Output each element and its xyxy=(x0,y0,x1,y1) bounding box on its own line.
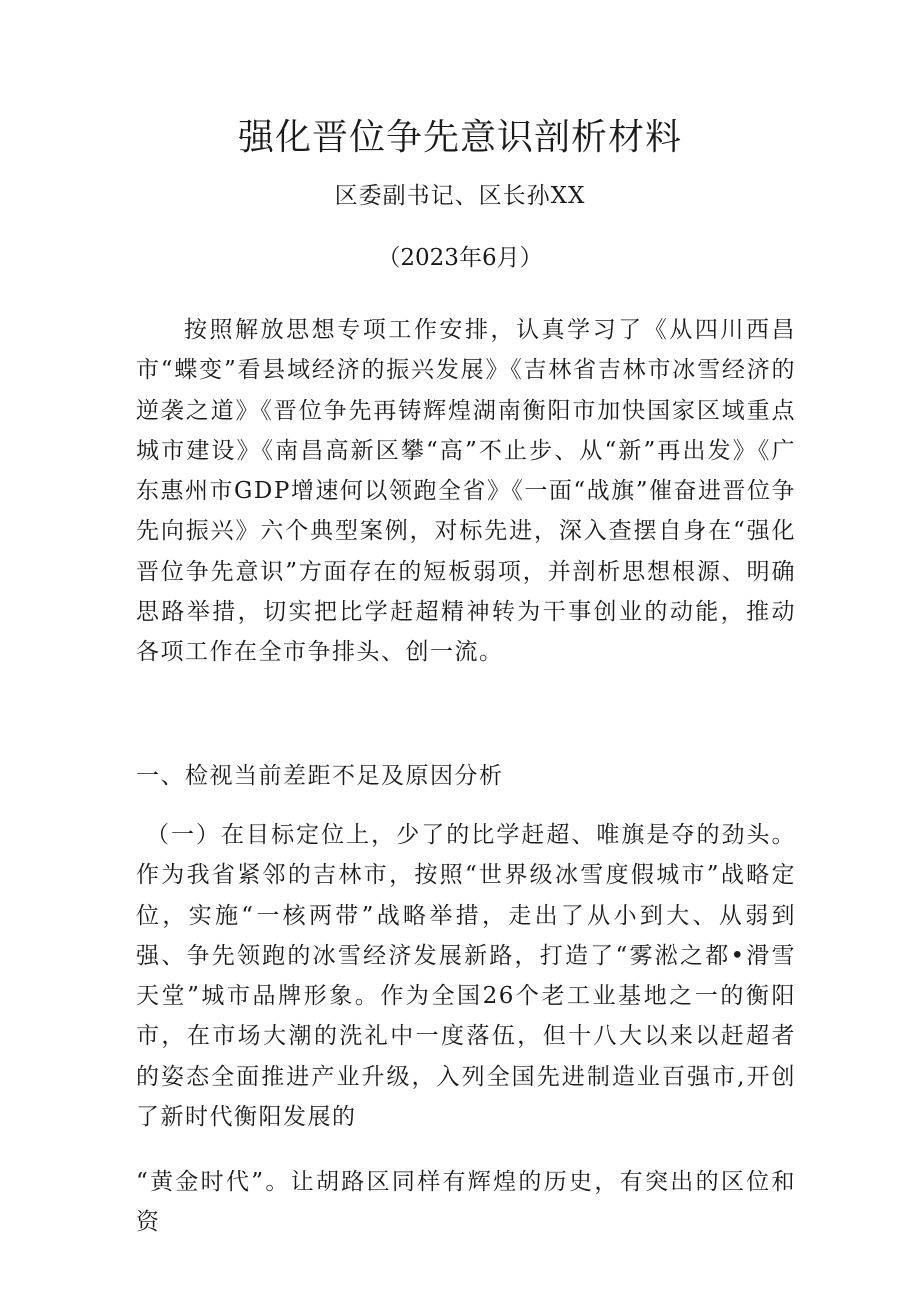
document-author: 区委副书记、区长孙XX xyxy=(334,183,586,209)
document-date: （2023年6月） xyxy=(377,245,543,271)
intro-paragraph: 按照解放思想专项工作安排，认真学习了《从四川西昌市“蝶变”看县域经济的振兴发展》《吉林省吉林市冰雪经济的逆袭之道》《晋位争先再铸辉煌湖南衡阳市加快国家区域重点城市建设》《南昌高新区攀“高”不止步、从“新”再出发》《广东惠州市GDP增速何以领跑全省》《一面“战旗”催奋进晋位争先向振兴》六个典型案例，对标先进，深入查摆自身在“强化晋位争先意识”方面存在的短板弱项，并剖析思想根源、明确思路举措，切实把比学赶超精神转为干事创业的动能，推动各项工作在全市争排头、创一流。 xyxy=(136,317,796,666)
section-heading: 一、检视当前差距不足及原因分析 xyxy=(136,763,504,789)
document-title: 强化晋位争先意识剖析材料 xyxy=(237,117,682,158)
section1-paragraph: （一）在目标定位上，少了的比学赶超、唯旗是夺的劲头。作为我省紧邻的吉林市，按照“世界级冰雪度假城市”战略定位，实施“一核两带”战略举措，走出了从小到大、从弱到强、争先领跑的冰雪经济发展新路，打造了“雾淞之都•滑雪天堂”城市品牌形象。作为全国26个老工业基地之一的衡阳市，在市场大潮的洗礼中一度落伍，但十八大以来以赶超者的姿态全面推进产业升级，入列全国先进制造业百强市,开创了新时代衡阳发展的 xyxy=(136,822,796,1131)
continued-paragraph: “黄金时代”。让胡路区同样有辉煌的历史，有突出的区位和资 xyxy=(136,1169,796,1236)
